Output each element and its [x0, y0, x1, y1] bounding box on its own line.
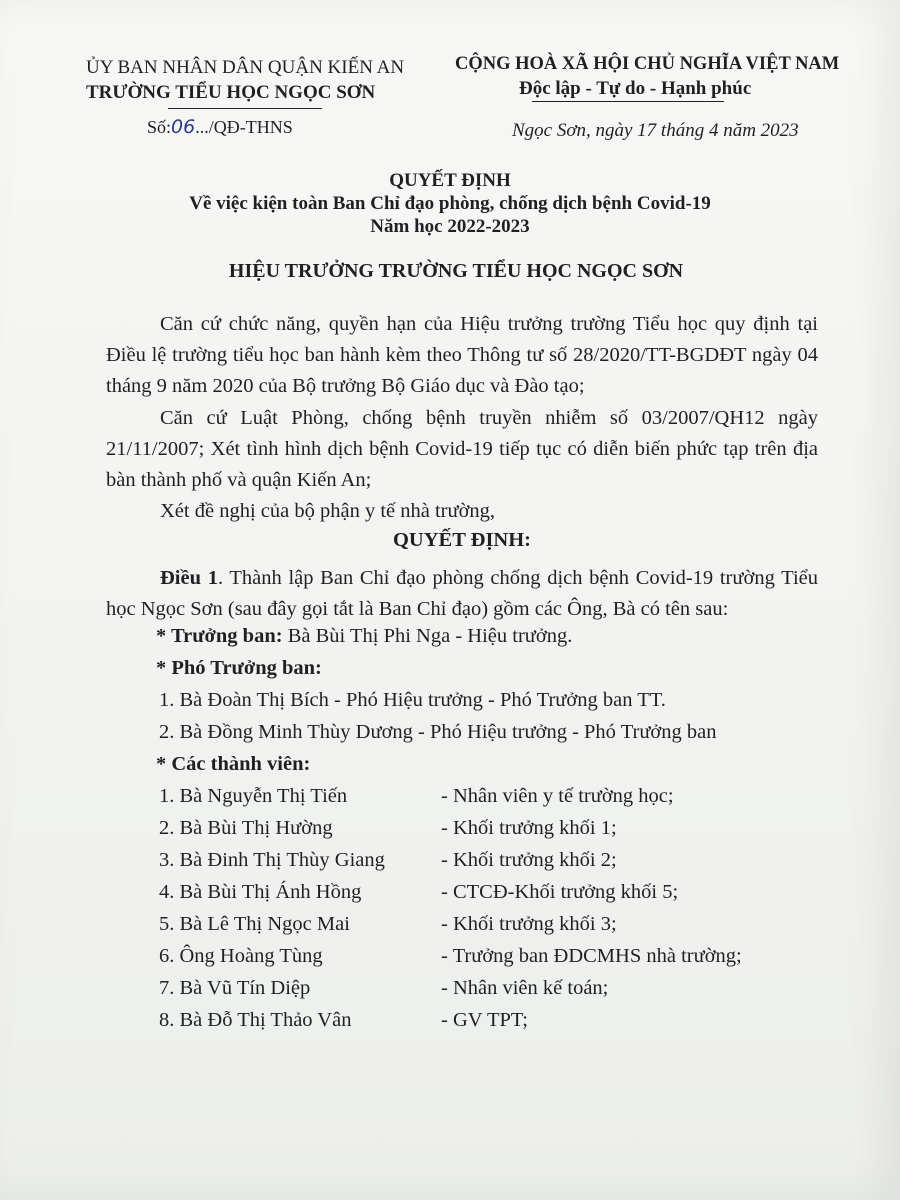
member-name: 1. Bà Nguyễn Thị Tiến	[159, 785, 348, 807]
member-name: 4. Bà Bùi Thị Ánh Hồng	[159, 881, 362, 903]
authority-heading: HIỆU TRƯỞNG TRƯỜNG TIỂU HỌC NGỌC SƠN	[228, 260, 684, 282]
proposal-basis: Xét đề nghị của bộ phận y tế nhà trường,	[160, 500, 496, 522]
member-role: - Khối trưởng khối 2;	[441, 849, 617, 871]
member-role: - Nhân viên y tế trường học;	[441, 785, 674, 807]
member-name: 2. Bà Bùi Thị Hường	[159, 817, 333, 839]
motto-underline	[532, 101, 724, 102]
nation-name: CỘNG HOÀ XÃ HỘI CHỦ NGHĨA VIỆT NAM	[455, 54, 840, 74]
member-role: - Khối trưởng khối 3;	[441, 913, 617, 935]
number-suffix: .../QĐ-THNS	[195, 117, 293, 137]
committee-head-label: * Trưởng ban:	[156, 625, 283, 647]
members-label: * Các thành viên:	[156, 753, 311, 775]
article-1-label: Điều 1	[160, 567, 218, 589]
member-role: - Trưởng ban ĐDCMHS nhà trường;	[441, 945, 742, 967]
document-subject: Về việc kiện toàn Ban Chỉ đạo phòng, chống dịch bệnh Covid-19	[189, 193, 711, 214]
date-line: Ngọc Sơn, ngày 17 tháng 4 năm 2023	[512, 120, 799, 141]
deputy-label: * Phó Trưởng ban:	[156, 657, 322, 679]
deputy-item: 2. Bà Đồng Minh Thùy Dương - Phó Hiệu trưởng - Phó Trưởng ban	[159, 721, 717, 743]
member-name: 7. Bà Vũ Tín Diệp	[159, 977, 311, 999]
school-name-underline	[168, 108, 322, 109]
school-year: Năm học 2022-2023	[370, 216, 530, 237]
decision-number	[147, 116, 293, 138]
member-role: - Khối trưởng khối 1;	[441, 817, 617, 839]
member-role: - GV TPT;	[441, 1009, 528, 1031]
member-name: 3. Bà Đinh Thị Thùy Giang	[159, 849, 385, 871]
deputy-item: 1. Bà Đoàn Thị Bích - Phó Hiệu trưởng - Phó Trưởng ban TT.	[159, 689, 666, 711]
legal-basis-1: Căn cứ chức năng, quyền hạn của Hiệu trưởng trường Tiểu học quy định tại Điều lệ trường tiểu học ban hành kèm theo Thông tư số 28/2020/TT-BGDĐT ngày 04 tháng 9 năm 2020 của Bộ trưởng Bộ Giáo dục và Đào tạo;	[106, 313, 818, 397]
issuing-authority: ỦY BAN NHÂN DÂN QUẬN KIẾN AN	[86, 57, 405, 78]
member-role: - Nhân viên kế toán;	[441, 977, 609, 999]
member-name: 5. Bà Lê Thị Ngọc Mai	[159, 913, 350, 935]
document-type: QUYẾT ĐỊNH	[389, 170, 511, 191]
article-1-text: . Thành lập Ban Chỉ đạo phòng chống dịch bệnh Covid-19 trường Tiểu học Ngọc Sơn (sau đây gọi tắt là Ban Chỉ đạo) gồm các Ông, Bà có tên sau:	[106, 567, 818, 620]
number-handwritten: 06	[171, 116, 196, 138]
legal-basis-2: Căn cứ Luật Phòng, chống bệnh truyền nhiễm số 03/2007/QH12 ngày 21/11/2007; Xét tình hình dịch bệnh Covid-19 tiếp tục có diễn biến phức tạp trên địa bàn thành phố và quận Kiến An;	[106, 407, 818, 491]
member-name: 6. Ông Hoàng Tùng	[159, 945, 323, 967]
number-prefix: Số:	[147, 117, 172, 137]
school-name: TRƯỜNG TIỂU HỌC NGỌC SƠN	[86, 82, 376, 103]
member-role: - CTCĐ-Khối trưởng khối 5;	[441, 881, 679, 903]
committee-head-value: Bà Bùi Thị Phi Nga - Hiệu trưởng.	[282, 625, 573, 647]
national-motto: Độc lập - Tự do - Hạnh phúc	[519, 78, 752, 99]
article-1	[106, 563, 818, 625]
decision-heading: QUYẾT ĐỊNH:	[392, 529, 531, 551]
committee-head	[156, 625, 572, 648]
member-name: 8. Bà Đỗ Thị Thảo Vân	[159, 1009, 352, 1031]
